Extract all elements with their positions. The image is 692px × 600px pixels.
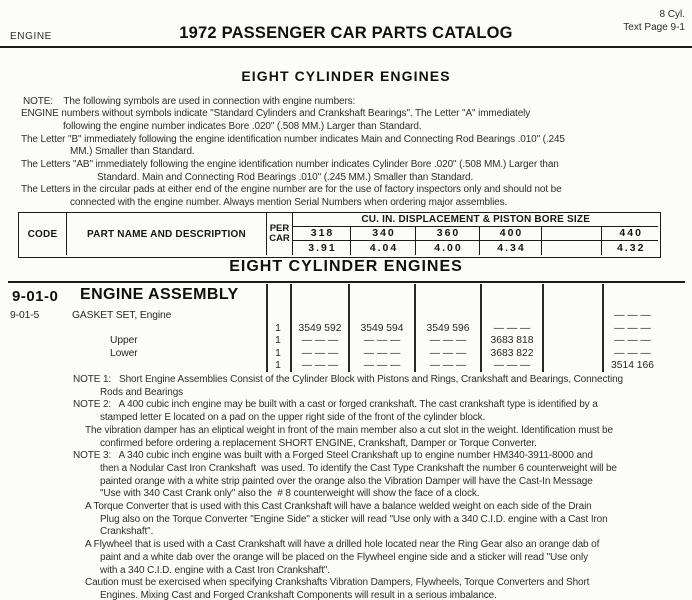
note-line: stamped letter E located on a pad on the upper right side of the front of the cylinder block. (100, 412, 486, 424)
part-number-cell: — — — (429, 360, 467, 372)
part-number-cell: — — — (429, 347, 467, 359)
part-number-cell: 3549 596 (426, 322, 470, 334)
part-number-cell: — — — (301, 335, 339, 347)
displacement-cell (542, 227, 602, 241)
note-line: with a 340 C.I.D. engine with a Cast Iron Crankshaft". (100, 564, 330, 576)
symbol-note-line: following the engine number indicates Bore .020" (.508 MM.) Larger than Standard. (63, 120, 422, 132)
group-header-label: CU. IN. DISPLACEMENT & PISTON BORE SIZE (361, 213, 591, 225)
note-line: Crankshaft". (100, 526, 154, 538)
section-title: EIGHT CYLINDER ENGINES (241, 68, 451, 84)
part-number-cell: — — — (301, 347, 339, 359)
text-page-label: Text Page 9-1 (623, 22, 685, 33)
part-number-cell: — — — (363, 360, 401, 372)
catalog-title: 1972 PASSENGER CAR PARTS CATALOG (179, 24, 513, 42)
part-number-cell: — — — (363, 335, 401, 347)
part-number-cell: — — — (301, 360, 339, 372)
body-column-rule (542, 284, 544, 372)
note-line: Caution must be exercised when specifying Crankshafts Vibration Dampers, Flywheels, Torque Converters and Short (85, 577, 590, 589)
bore-cell: 4.32 (616, 242, 646, 255)
group-header-cell (293, 213, 658, 227)
displacement-cell: 340 (351, 227, 416, 241)
bore-cell: 4.34 (480, 241, 542, 255)
note-line: then a Nodular Cast Iron Crankshaft was used. To identify the Cast Type Crankshaft the number 6 counterweight will be (100, 462, 617, 474)
header-rule (0, 46, 692, 48)
note-line: Plug also on the Torque Converter "Engine Side" a sticker will read "Use only with a 340 C.I.D. engine with a Cast Iron (100, 513, 608, 525)
note-line: NOTE 1: Short Engine Assemblies Consist of the Cylinder Block with Pistons and Rings, Crankshaft and Bearings, Connecting (73, 374, 623, 385)
displacement-cell: 440 (602, 227, 658, 241)
code-header-cell (19, 213, 67, 255)
per-car-value: 1 (275, 335, 281, 347)
part-number-cell: — — — (363, 347, 401, 359)
part-number-cell: — — — (493, 360, 531, 372)
note-line: The vibration damper has an eliptical weight in front of the main member also a cut slot in the weight. Identification must be (85, 424, 613, 436)
part-number-cell: 3683 822 (490, 347, 534, 359)
symbol-note-line: The Letter "B" immediately following the engine identification number indicates Main and Connecting Rod Bearings .010" (.245 (21, 133, 565, 145)
part-number-cell: — — — (429, 335, 467, 347)
assembly-title: ENGINE ASSEMBLY (80, 286, 239, 303)
part-number-cell: 3549 592 (298, 322, 342, 334)
part-number-cell: 3683 818 (490, 335, 534, 347)
symbol-note-line: The Letters in the circular pads at either end of the engine number are for the use of factory inspectors only and should not be (21, 184, 562, 196)
part-number-cell: 3514 166 (611, 360, 654, 372)
part-number-cell: 3549 594 (360, 322, 404, 334)
per-car-value: 1 (275, 322, 281, 334)
note-line: A Torque Converter that is used with this Cast Crankshaft will have a balance welded weight on each side of the Drain (85, 501, 592, 512)
displacement-cell: 318 (293, 227, 351, 241)
row-label: GASKET SET, Engine (72, 310, 172, 321)
displacement-cell: 400 (480, 227, 542, 241)
page-reference (623, 8, 685, 34)
symbol-note-line: The Letters "AB" immediately following the engine identification number indicates Cylinder Bore .020" (.508 MM.) Larger than (21, 159, 559, 170)
part-name-header-cell (67, 213, 267, 255)
table-section-heading: EIGHT CYLINDER ENGINES (229, 258, 463, 275)
cylinder-count-label: 8 Cyl. (659, 9, 685, 20)
note-line: Engines. Mixing Cast and Forged Crankshaft Components will result in a serious imbalance. (100, 589, 497, 600)
note-line: "Use with 340 Cast Crank only" also the # 8 counterweight will show the face of a clock. (100, 488, 480, 500)
note-line: confirmed before ordering a replacement SHORT ENGINE, Crankshaft, Damper or Torque Converter. (100, 437, 537, 449)
symbol-note-line: ENGINE numbers without symbols indicate "Standard Cylinders and Crankshaft Bearings". The Letter "A" immediately (21, 108, 531, 120)
note-line: Rods and Bearings (100, 386, 184, 398)
row-label: Lower (110, 347, 138, 359)
part-number-cell: — — — (614, 347, 651, 359)
per-car-header-label: PER CAR (269, 222, 290, 245)
code-header-label: CODE (27, 228, 58, 240)
bore-cell: 4.00 (416, 241, 480, 255)
part-number-cell: — — — (614, 335, 651, 347)
note-line: painted orange with a white strip painted over the orange also the Vibration Damper will have the Cast-In Message (100, 475, 593, 487)
section-heading-rule (8, 281, 685, 283)
part-number-cell: — — — (614, 310, 651, 321)
bore-cell: 3.91 (293, 241, 351, 255)
per-car-value: 1 (275, 360, 281, 372)
note-line: paint and a white dab over the orange will be placed on the Flywheel engine side and a sticker will read "Use only (100, 551, 588, 563)
symbol-note-line: NOTE: The following symbols are used in connection with engine numbers: (23, 95, 356, 107)
symbol-note-line: MM.) Smaller than Standard. (70, 146, 195, 158)
per-car-value: 1 (275, 347, 281, 359)
note-line: NOTE 2: A 400 cubic inch engine may be built with a cast or forged crankshaft. The cast crankshaft type is identified by a (73, 399, 598, 411)
part-number-cell: — — — (493, 322, 531, 334)
part-name-header-label: PART NAME AND DESCRIPTION (87, 228, 246, 240)
assembly-code: 9-01-0 (12, 288, 59, 305)
bore-cell (542, 241, 602, 255)
parts-table-header (18, 212, 661, 258)
engine-section-label: ENGINE (10, 31, 52, 42)
row-label: Upper (110, 335, 138, 347)
note-line: NOTE 3: A 340 cubic inch engine was built with a Forged Steel Crankshaft up to engine number HM340-3911-8000 and (73, 450, 593, 462)
displacement-cell: 360 (416, 227, 480, 241)
bore-cell: 4.04 (351, 241, 416, 255)
row-code: 9-01-5 (10, 310, 40, 321)
per-car-header-cell (267, 213, 293, 255)
note-line: A Flywheel that is used with a Cast Crankshaft will have a drilled hole located near the Ring Gear also an orange dab of (85, 539, 600, 551)
symbol-note-line: Standard. Main and Connecting Rod Bearings .010" (.245 MM.) Smaller than Standard. (97, 171, 474, 183)
symbol-note-line: connected with the engine number. Always mention Serial Numbers when ordering major assemblies. (70, 197, 508, 209)
part-number-cell: — — — (614, 322, 651, 334)
